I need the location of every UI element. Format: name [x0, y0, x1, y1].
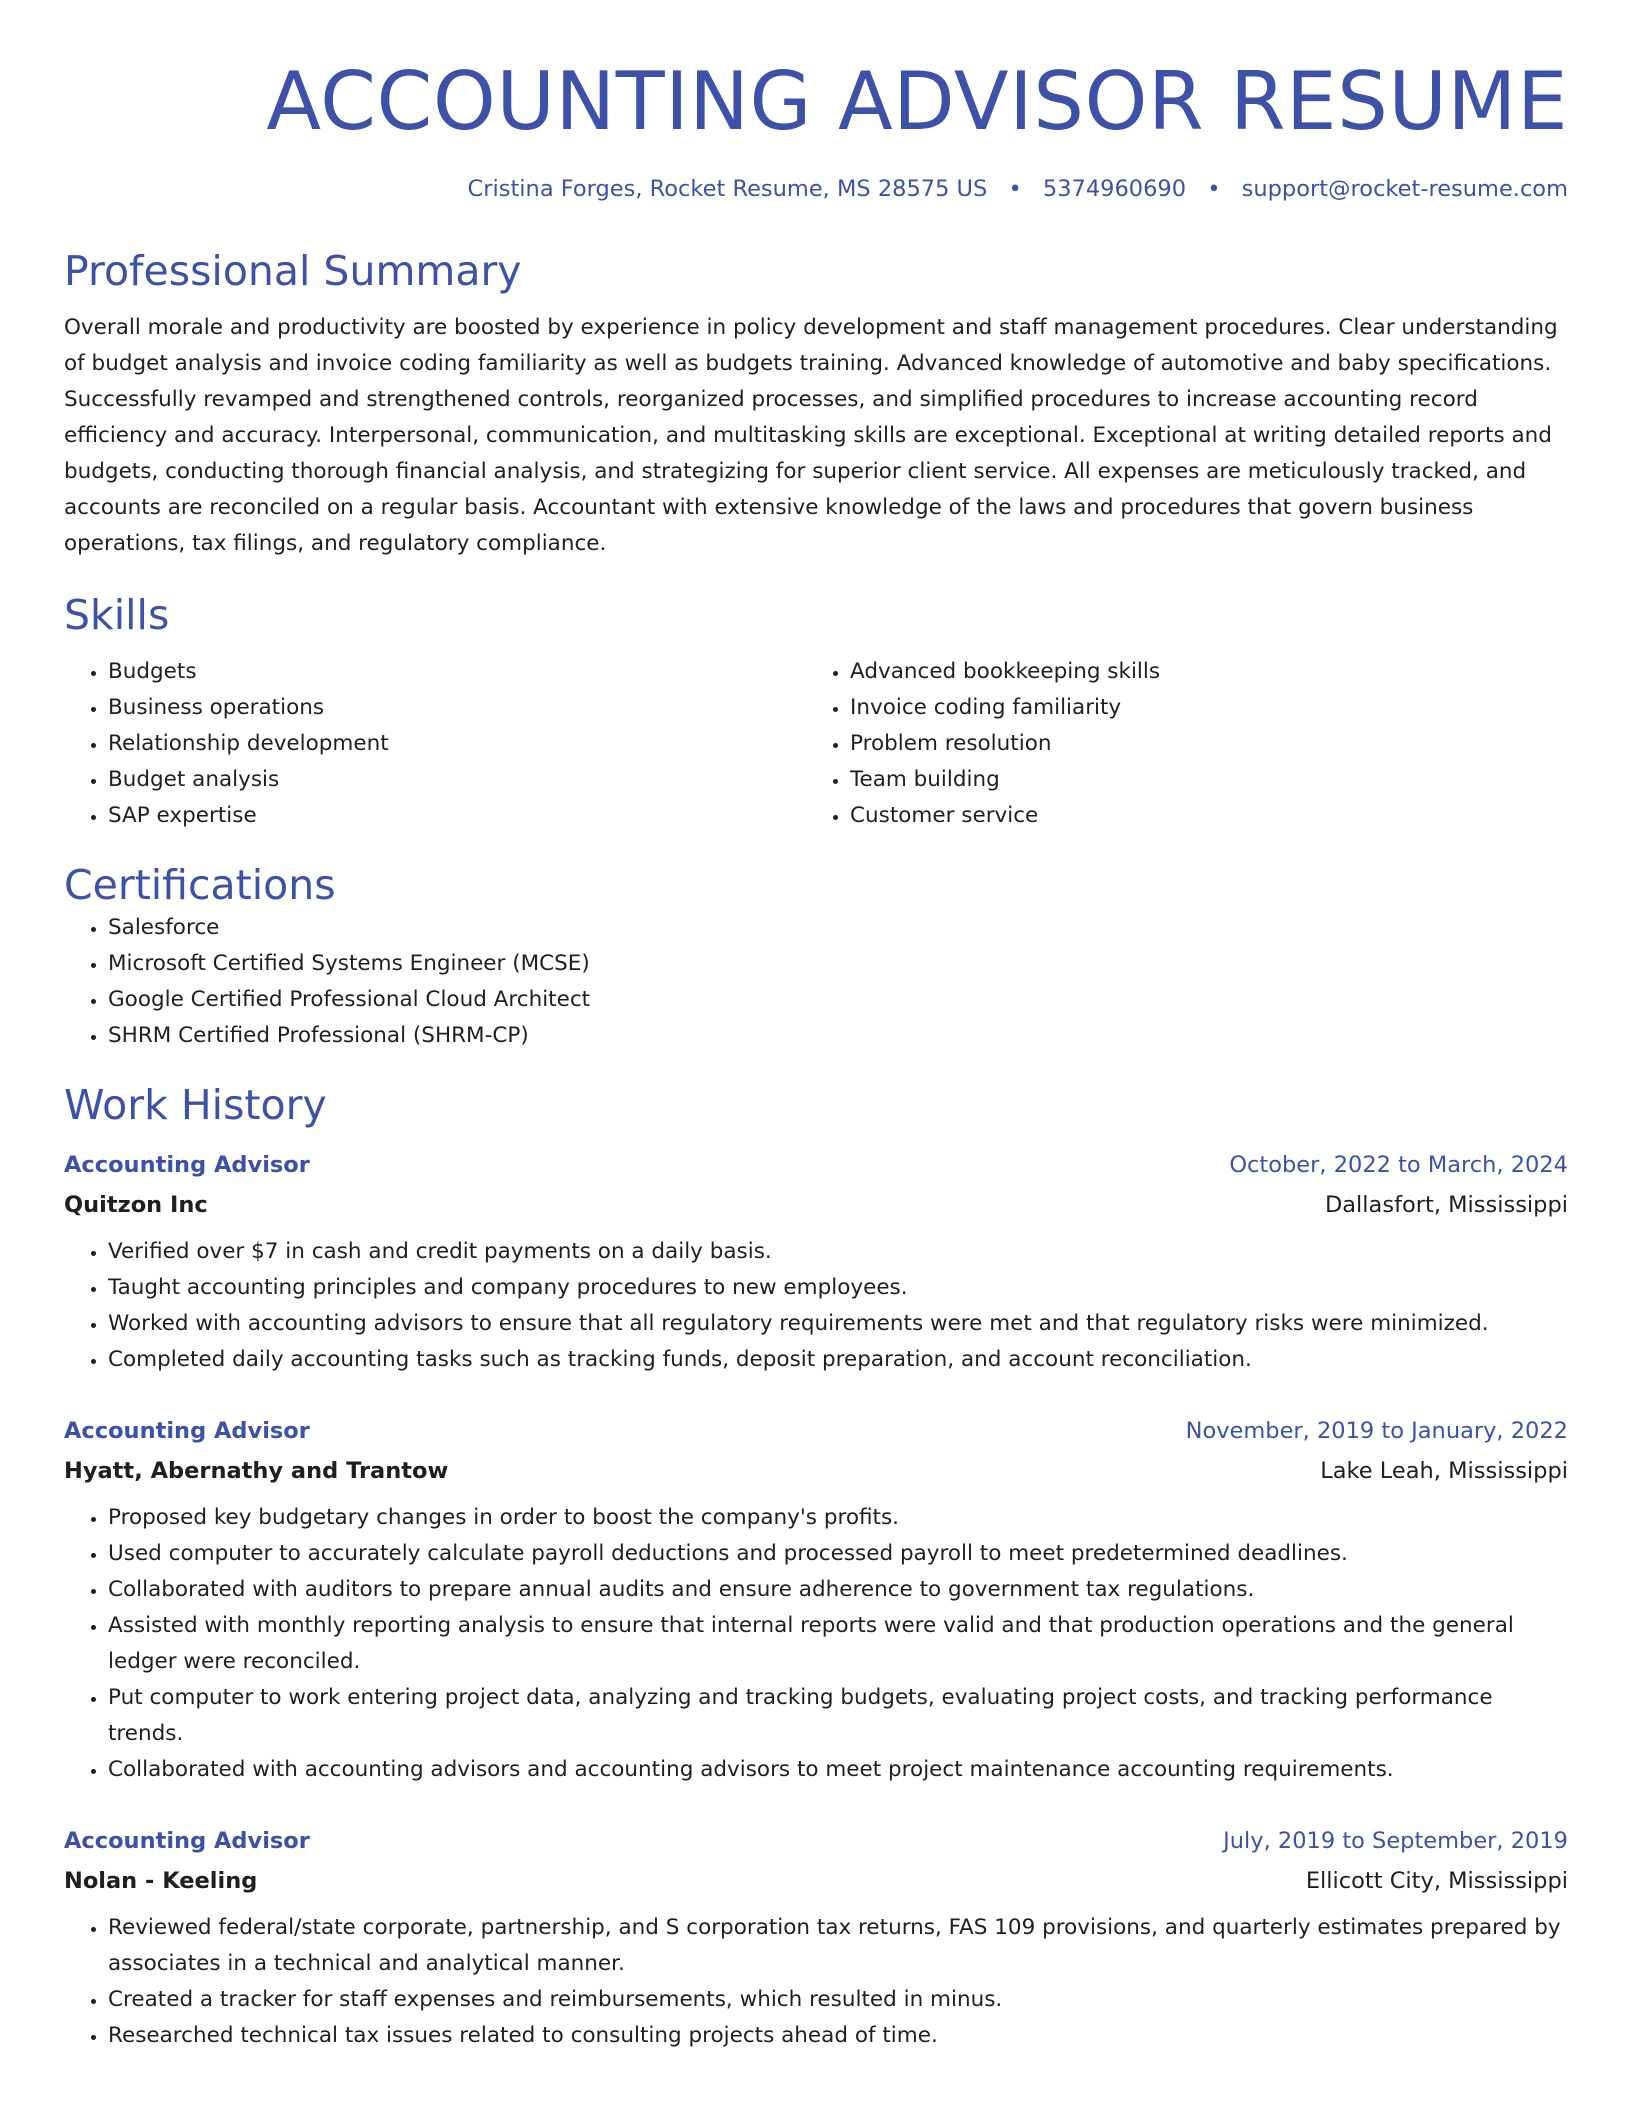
job-employer-row: [64, 1190, 1568, 1220]
job-duty: • Proposed key budgetary changes in order to boost the company's profits.: [108, 1500, 1568, 1536]
contact-line: [64, 174, 1568, 204]
job-entry: [64, 1826, 1568, 2054]
certification-item: • Salesforce: [108, 910, 1568, 946]
job-duty: • Used computer to accurately calculate payroll deductions and processed payroll to meet predetermined deadlines.: [108, 1536, 1568, 1572]
job-duty: • Researched technical tax issues related to consulting projects ahead of time.: [108, 2018, 1568, 2054]
summary-section: [64, 246, 1568, 562]
skill-item: • SAP expertise: [108, 798, 806, 834]
contact-separator: •: [1008, 176, 1022, 202]
skills-column-left: [64, 654, 806, 834]
job-duty: • Completed daily accounting tasks such as tracking funds, deposit preparation, and account reconciliation.: [108, 1342, 1568, 1378]
job-company: Hyatt, Abernathy and Trantow: [64, 1458, 449, 1484]
job-duty: • Taught accounting principles and company procedures to new employees.: [108, 1270, 1568, 1306]
job-entry: [64, 1416, 1568, 1788]
work-history-heading: Work History: [64, 1081, 327, 1129]
job-header-row: [64, 1150, 1568, 1180]
work-history-section: [64, 1080, 1568, 2054]
skills-list-right: [806, 654, 1548, 834]
skill-item: • Advanced bookkeeping skills: [850, 654, 1548, 690]
job-duty: • Collaborated with auditors to prepare annual audits and ensure adherence to government tax regulations.: [108, 1572, 1568, 1608]
skills-grid: [64, 654, 1568, 834]
job-title: Accounting Advisor: [64, 1828, 310, 1854]
job-title: Accounting Advisor: [64, 1152, 310, 1178]
job-duty: • Created a tracker for staff expenses and reimbursements, which resulted in minus.: [108, 1982, 1568, 2018]
job-duty: • Collaborated with accounting advisors and accounting advisors to meet project maintenance accounting requirements.: [108, 1752, 1568, 1788]
job-duty: • Verified over $7 in cash and credit payments on a daily basis.: [108, 1234, 1568, 1270]
job-company: Nolan - Keeling: [64, 1868, 258, 1894]
contact-phone: 5374960690: [1042, 176, 1187, 202]
job-location: Ellicott City, Mississippi: [1305, 1868, 1568, 1894]
job-duties-list: [64, 1234, 1568, 1378]
skill-item: • Budgets: [108, 654, 806, 690]
contact-separator: •: [1207, 176, 1221, 202]
certification-item: • Google Certified Professional Cloud Architect: [108, 982, 1568, 1018]
job-duty: • Worked with accounting advisors to ensure that all regulatory requirements were met and that regulatory risks were minimized.: [108, 1306, 1568, 1342]
job-dates: November, 2019 to January, 2022: [1185, 1418, 1568, 1444]
certification-item: • Microsoft Certified Systems Engineer (MCSE): [108, 946, 1568, 982]
contact-email[interactable]: support@rocket-resume.com: [1241, 176, 1568, 202]
job-employer-row: [64, 1456, 1568, 1486]
skill-item: • Invoice coding familiarity: [850, 690, 1548, 726]
skills-list-left: [64, 654, 806, 834]
job-header-row: [64, 1416, 1568, 1446]
resume-title: ACCOUNTING ADVISOR RESUME: [266, 55, 1568, 148]
job-company: Quitzon Inc: [64, 1192, 208, 1218]
skills-column-right: [806, 654, 1548, 834]
skill-item: • Relationship development: [108, 726, 806, 762]
job-duties-list: [64, 1500, 1568, 1788]
certification-item: • SHRM Certified Professional (SHRM-CP): [108, 1018, 1568, 1054]
resume-header: [64, 52, 1568, 204]
summary-text: Overall morale and productivity are boosted by experience in policy development and staff management procedures. Clear understanding of budget analysis and invoice coding familiarity as well as budgets training. Advanced knowledge of automotive and baby specifications. Successfully revamped and strengthened controls, reorganized processes, and simplified procedures to increase accounting record efficiency and accuracy. Interpersonal, communication, and multitasking skills are exceptional. Exceptional at writing detailed reports and budgets, conducting thorough financial analysis, and strategizing for superior client service. All expenses are meticulously tracked, and accounts are reconciled on a regular basis. Accountant with extensive knowledge of the laws and procedures that govern business operations, tax filings, and regulatory compliance.: [64, 315, 1558, 556]
job-duties-list: [64, 1910, 1568, 2054]
job-location: Lake Leah, Mississippi: [1320, 1458, 1568, 1484]
skill-item: • Problem resolution: [850, 726, 1548, 762]
job-entry: [64, 1150, 1568, 1378]
job-location: Dallasfort, Mississippi: [1324, 1192, 1568, 1218]
skills-heading: Skills: [64, 591, 170, 639]
job-dates: October, 2022 to March, 2024: [1229, 1152, 1568, 1178]
job-duty: • Put computer to work entering project data, analyzing and tracking budgets, evaluating project costs, and tracking performance trends.: [108, 1680, 1568, 1752]
skills-section: [64, 590, 1568, 834]
skill-item: • Business operations: [108, 690, 806, 726]
job-duty: • Reviewed federal/state corporate, partnership, and S corporation tax returns, FAS 109 provisions, and quarterly estimates prepared by associates in a technical and analytical manner.: [108, 1910, 1568, 1982]
certifications-heading: Certifications: [64, 861, 336, 909]
certifications-section: [64, 860, 1568, 1054]
job-header-row: [64, 1826, 1568, 1856]
summary-heading: Professional Summary: [64, 247, 522, 295]
skill-item: • Customer service: [850, 798, 1548, 834]
skill-item: • Team building: [850, 762, 1548, 798]
skill-item: • Budget analysis: [108, 762, 806, 798]
job-title: Accounting Advisor: [64, 1418, 310, 1444]
job-employer-row: [64, 1866, 1568, 1896]
contact-address: Cristina Forges, Rocket Resume, MS 28575 US: [467, 176, 988, 202]
job-dates: July, 2019 to September, 2019: [1223, 1828, 1568, 1854]
certifications-list: [64, 910, 1568, 1054]
job-duty: • Assisted with monthly reporting analysis to ensure that internal reports were valid and that production operations and the general ledger were reconciled.: [108, 1608, 1568, 1680]
